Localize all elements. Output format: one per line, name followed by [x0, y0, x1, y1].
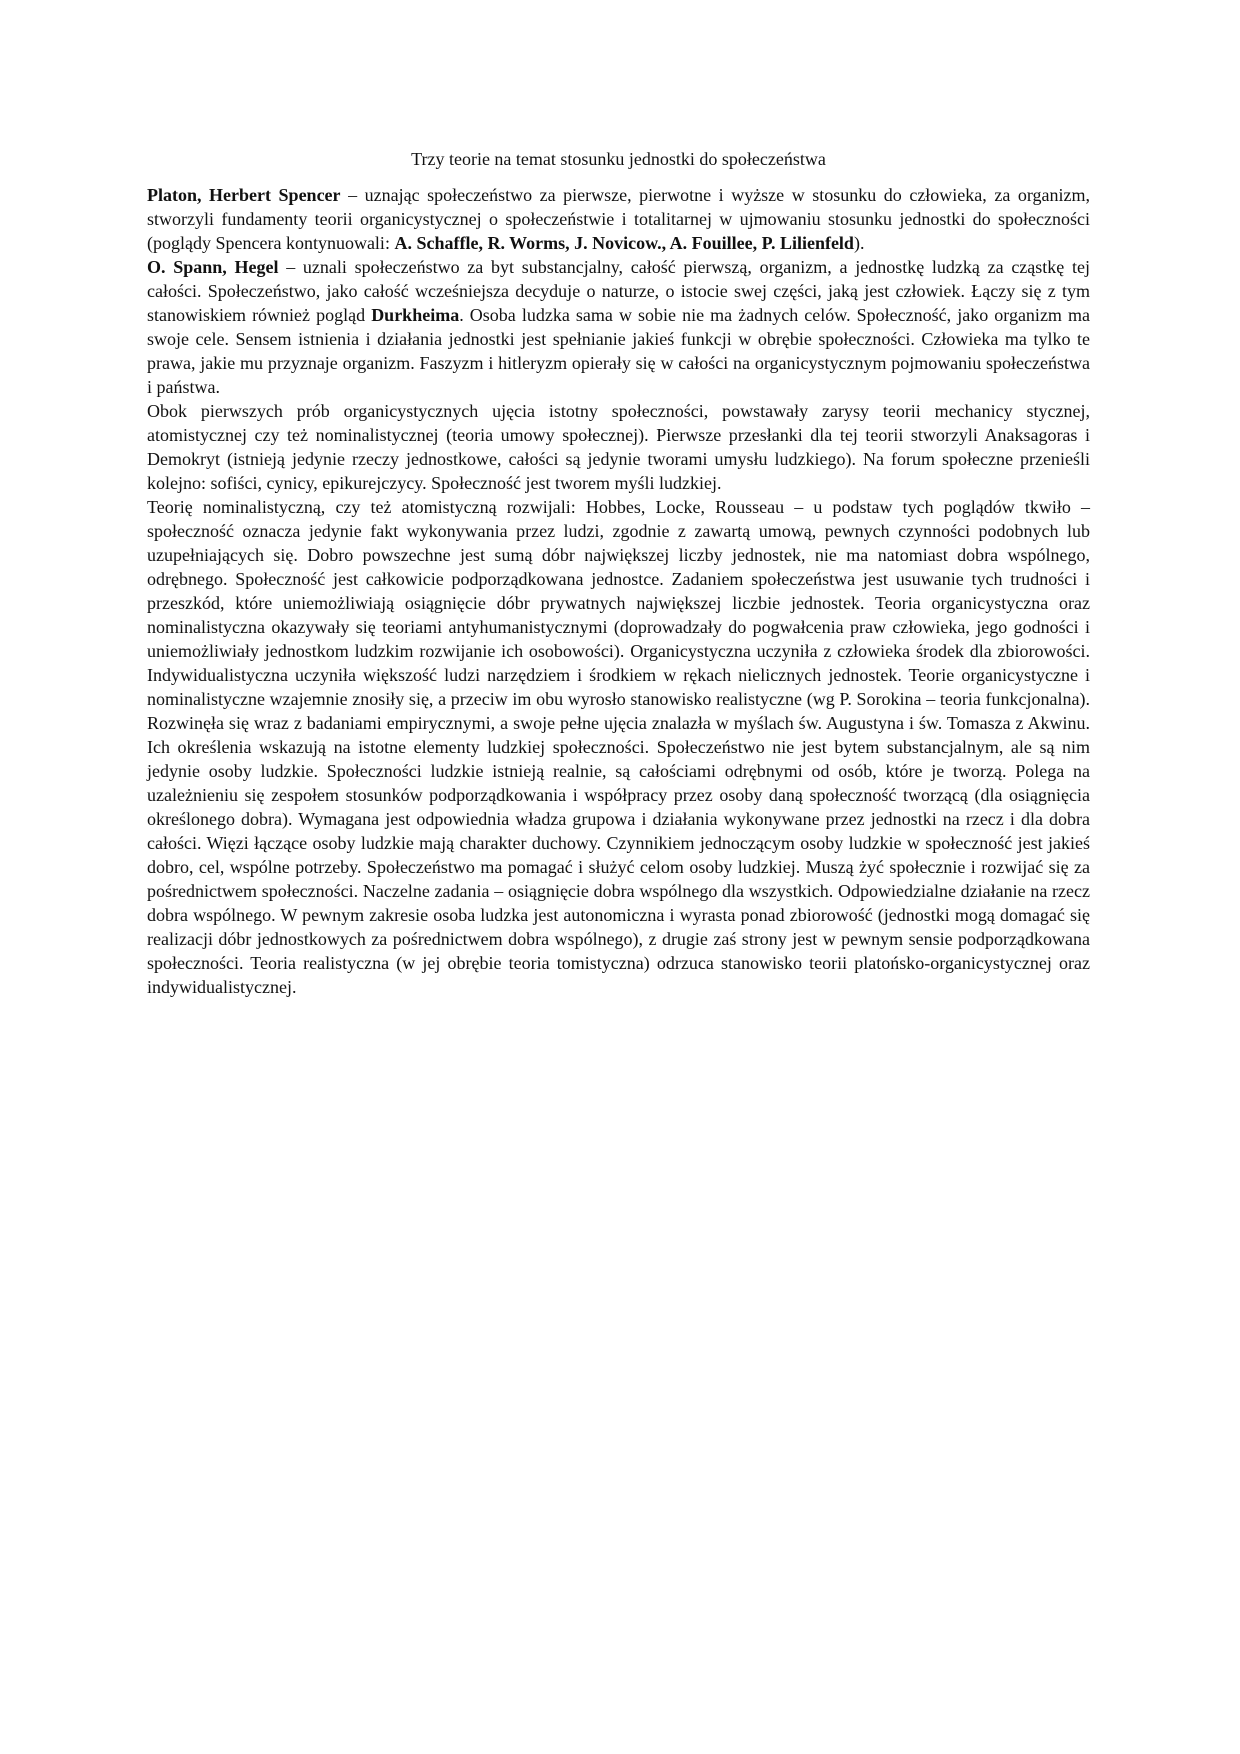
paragraph-platon-spencer: [147, 183, 1090, 255]
document-title: Trzy teorie na temat stosunku jednostki do społeczeństwa: [411, 149, 826, 169]
paragraph-spann-hegel: [147, 255, 1090, 399]
paragraph-text: Platon, Herbert Spencer: [147, 185, 341, 205]
paragraph-text: Teorię nominalistyczną, czy też atomistyczną rozwijali: Hobbes, Locke, Rousseau – u podstaw tych poglądów tkwiło – społeczność oznacza jedynie fakt wykonywania przez ludzi, zgodnie z zawartą umową, pewnych czynności podobnych lub uzupełniających się. Dobro powszechne jest sumą dóbr największej liczby jednostek, nie ma natomiast dobra wspólnego, odrębnego. Społeczność jest całkowicie podporządkowana jednostce. Zadaniem społeczeństwa jest usuwanie tych trudności i przeszkód, które uniemożliwiają osiągnięcie dóbr prywatnych największej liczbie jednostek. Teoria organicystyczna oraz nominalistyczna okazywały się teoriami antyhumanistycznymi (doprowadzały do pogwałcenia praw człowieka, jego godności i uniemożliwiały jednostkom ludzkim rozwijanie ich osobowości). Organicystyczna uczyniła z człowieka środek dla zbiorowości. Indywidualistyczna uczyniła większość ludzi narzędziem i środkiem w rękach nielicznych jednostek. Teorie organicystyczne i nominalistyczne wzajemnie znosiły się, a przeciw im obu wyrosło stanowisko realistyczne (wg P. Sorokina – teoria funkcjonalna). Rozwinęła się wraz z badaniami empirycznymi, a swoje pełne ujęcia znalazła w myślach św. Augustyna i św. Tomasza z Akwinu. Ich określenia wskazują na istotne elementy ludzkiej społeczności. Społeczeństwo nie jest bytem substancjalnym, ale są nim jedynie osoby ludzkie. Społeczności ludzkie istnieją realnie, są całościami odrębnymi od osób, które je tworzą. Polega na uzależnieniu się zespołem stosunków podporządkowania i współpracy przez osoby daną społeczność tworzącą (dla osiągnięcia określonego dobra). Wymagana jest odpowiednia władza grupowa i działania wykonywane przez jednostki na rzecz i dla dobra całości. Więzi łączące osoby ludzkie mają charakter duchowy. Czynnikiem jednoczącym osoby ludzkie w społeczność jest jakieś dobro, cel, wspólne potrzeby. Społeczeństwo ma pomagać i służyć celom osoby ludzkiej. Muszą żyć społecznie i rozwijać się za pośrednictwem społeczności. Naczelne zadania – osiągnięcie dobra wspólnego dla wszystkich. Odpowiedzialne działanie na rzecz dobra wspólnego. W pewnym zakresie osoba ludzka jest autonomiczna i wyrasta ponad zbiorowość (jednostki mogą domagać się realizacji dóbr jednostkowych za pośrednictwem dobra wspólnego), z drugie zaś strony jest w pewnym sensie podporządkowana społeczności. Teoria realistyczna (w jej obrębie teoria tomistyczna) odrzuca stanowisko teorii platońsko-organicystycznej oraz indywidualistycznej.: [147, 497, 1090, 997]
paragraph-text: O. Spann, Hegel: [147, 257, 279, 277]
paragraph-text: ).: [853, 233, 865, 253]
paragraph-mechanistic-theory: [147, 399, 1090, 495]
paragraph-text: – uznali społeczeństwo za byt substancjalny, całość pierwszą, organizm, a jednostkę ludzką za cząstkę tej całości. Społeczeństwo, jako całość wcześniejsza decyduje o naturze, o istocie swej części, jaką jest człowiek. Łączy się z tym stanowiskiem również pogląd: [147, 257, 1090, 325]
paragraph-text: . Osoba ludzka sama w sobie nie ma żadnych celów. Społeczność, jako organizm ma swoje cele. Sensem istnienia i działania jednostki jest spełnianie jakieś funkcji w obrębie społeczności. Człowieka ma tylko te prawa, jakie mu przyznaje organizm. Faszyzm i hitleryzm opierały się w całości na organicystycznym pojmowaniu społeczeństwa i państwa.: [147, 305, 1090, 397]
paragraph-text: Durkheima: [371, 305, 460, 325]
paragraph-text: Obok pierwszych prób organicystycznych ujęcia istotny społeczności, powstawały zarysy teorii mechanicy stycznej, atomistycznej czy też nominalistycznej (teoria umowy społecznej). Pierwsze przesłanki dla tej teorii stworzyli Anaksagoras i Demokryt (istnieją jedynie rzeczy jednostkowe, całości są jedynie tworami umysłu ludzkiego). Na forum społeczne przenieśli kolejno: sofiści, cynicy, epikurejczycy. Społeczność jest tworem myśli ludzkiej.: [147, 401, 1090, 493]
document-body: [147, 147, 1090, 999]
paragraph-text: A. Schaffle, R. Worms, J. Novicow., A. Fouillee, P. Lilienfeld: [394, 233, 854, 253]
paragraph-text: – uznając społeczeństwo za pierwsze, pierwotne i wyższe w stosunku do człowieka, za organizm, stworzyli fundamenty teorii organicystycznej o społeczeństwie i totalitarnej w ujmowaniu stosunku jednostki do społeczności (poglądy Spencera kontynuowali:: [147, 185, 1090, 253]
paragraph-nominalist-realist-theory: [147, 495, 1090, 999]
